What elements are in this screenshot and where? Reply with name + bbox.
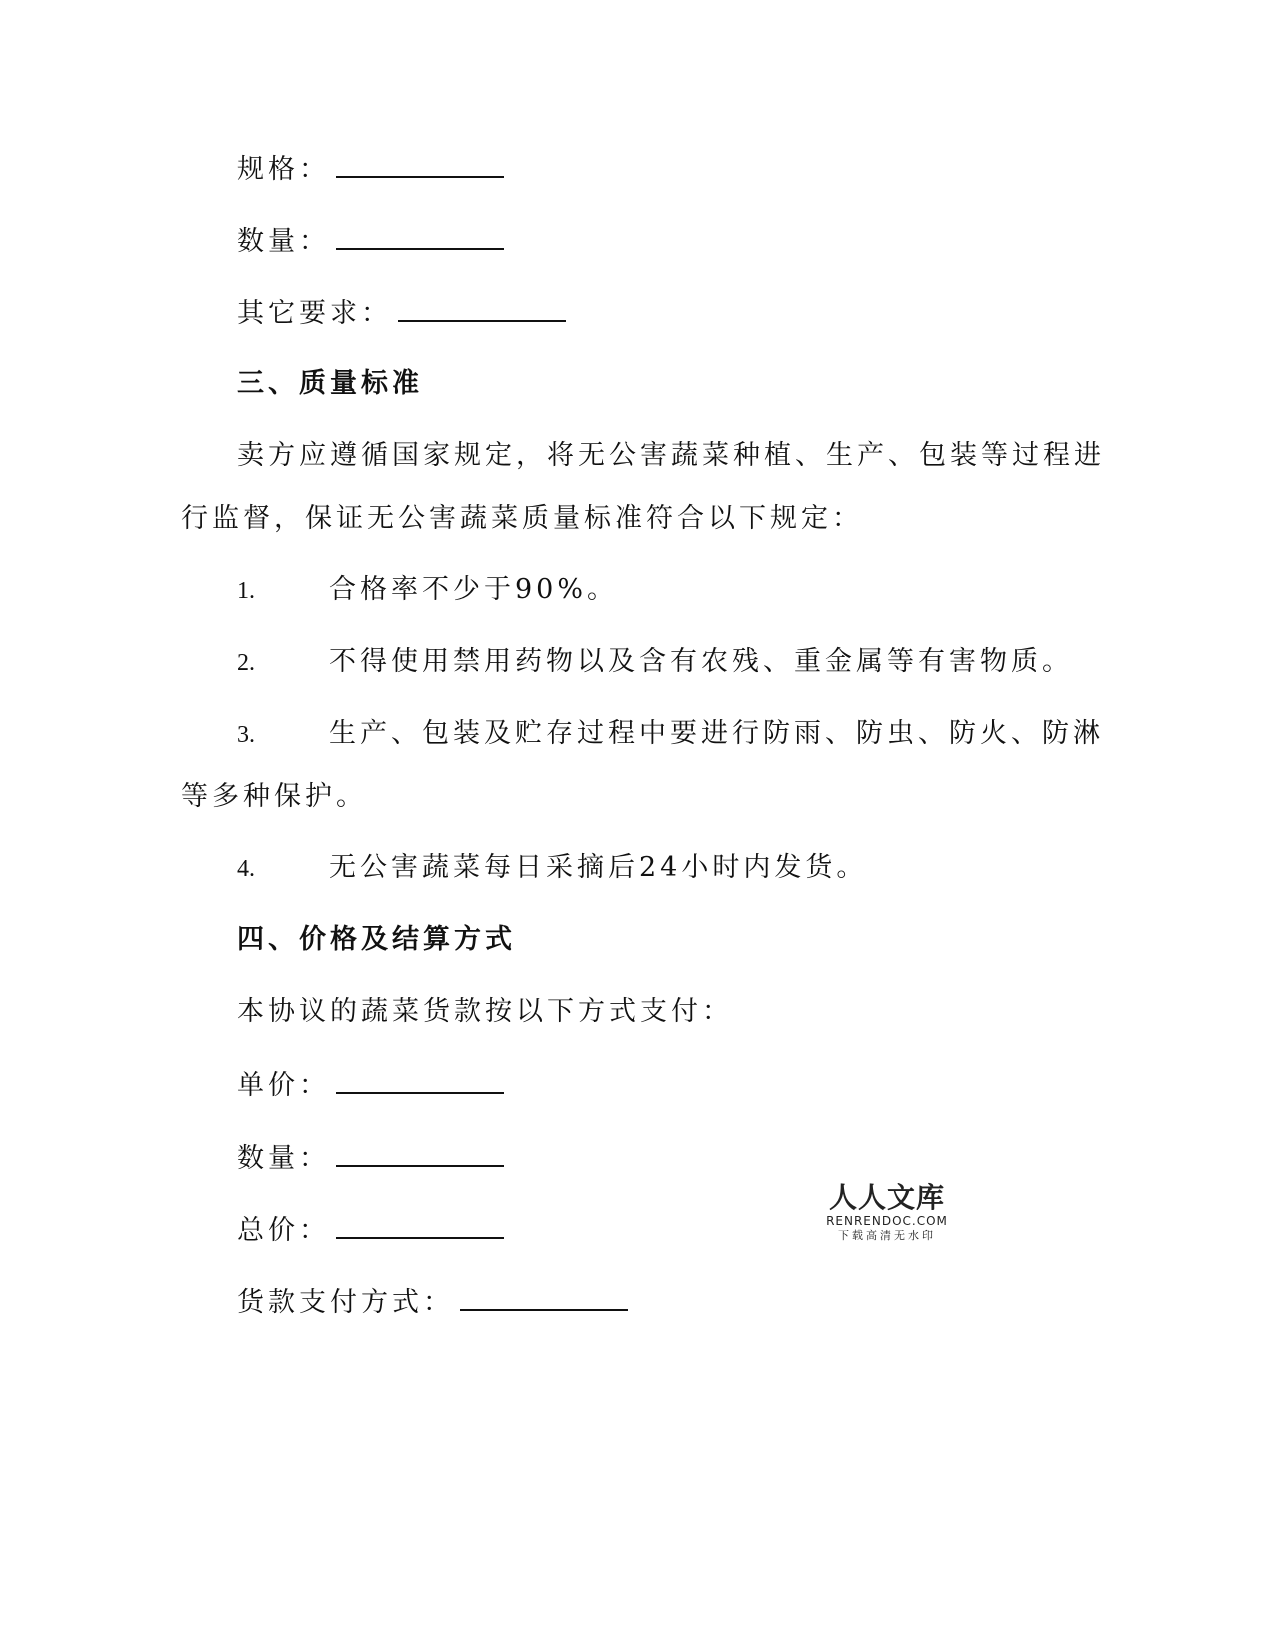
field-label: 总价： xyxy=(237,1215,330,1246)
list-text: 不得使用禁用药物以及含有农残、重金属等有害物质。 xyxy=(329,646,1073,677)
section3-heading: 三、质量标准 xyxy=(237,368,423,399)
section4-heading: 四、价格及结算方式 xyxy=(237,924,516,955)
watermark-domain: RENRENDOC.COM xyxy=(826,1214,948,1228)
total-price-field xyxy=(237,1211,504,1249)
field-label: 数量： xyxy=(237,226,330,257)
blank-line xyxy=(336,1066,504,1094)
quantity-field xyxy=(237,222,504,260)
unit-price-field xyxy=(237,1066,504,1104)
quantity-field xyxy=(237,1139,504,1177)
list-number: 3. xyxy=(237,722,255,748)
payment-method-field xyxy=(237,1283,628,1321)
list-text: 生产、包装及贮存过程中要进行防雨、防虫、防火、防淋 xyxy=(329,718,1104,749)
blank-line xyxy=(336,1139,504,1167)
list-item xyxy=(237,644,1073,681)
list-item xyxy=(237,850,867,887)
list-number: 2. xyxy=(237,650,255,676)
field-label: 规格： xyxy=(237,154,330,185)
field-label: 数量： xyxy=(237,1143,330,1174)
watermark-slogan: 下载高清无水印 xyxy=(838,1229,936,1242)
list-text: 合格率不少于90%。 xyxy=(329,574,619,605)
blank-line xyxy=(336,1211,504,1239)
list-item xyxy=(237,716,1104,753)
list-number: 1. xyxy=(237,578,255,604)
field-label: 货款支付方式： xyxy=(237,1287,454,1318)
blank-line xyxy=(336,150,504,178)
list-item xyxy=(237,572,618,609)
watermark-logo xyxy=(822,1182,952,1243)
list-text: 无公害蔬菜每日采摘后24小时内发货。 xyxy=(329,852,868,883)
blank-line xyxy=(398,294,566,322)
section4-intro: 本协议的蔬菜货款按以下方式支付： xyxy=(237,996,733,1027)
section3-intro-line1: 卖方应遵循国家规定，将无公害蔬菜种植、生产、包装等过程进 xyxy=(237,440,1105,471)
blank-line xyxy=(336,222,504,250)
spec-field xyxy=(237,150,504,188)
blank-line xyxy=(460,1283,628,1311)
list-number: 4. xyxy=(237,856,255,882)
list-item-continuation: 等多种保护。 xyxy=(181,781,367,812)
watermark-title: 人人文库 xyxy=(828,1181,945,1214)
section3-intro-line2: 行监督，保证无公害蔬菜质量标准符合以下规定： xyxy=(181,503,863,534)
field-label: 其它要求： xyxy=(237,298,392,329)
field-label: 单价： xyxy=(237,1070,330,1101)
other-requirements-field xyxy=(237,294,566,332)
